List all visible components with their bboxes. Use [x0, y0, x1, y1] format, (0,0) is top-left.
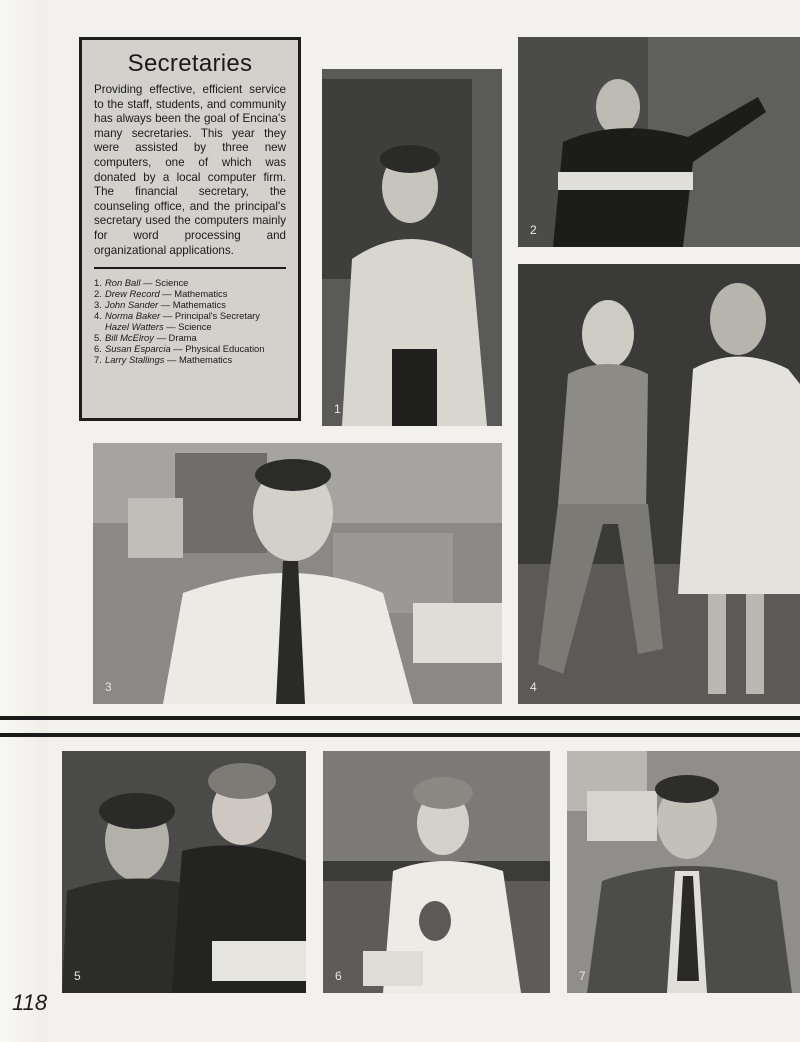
photo-number: 6 — [335, 969, 342, 983]
photo-1-image — [322, 69, 502, 426]
photo-number: 5 — [74, 969, 81, 983]
caption-item: Hazel Watters — Science — [105, 321, 212, 333]
photo-6 — [323, 751, 550, 993]
photo-number: 1 — [334, 402, 341, 416]
photo-2 — [518, 37, 800, 247]
photo-number: 2 — [530, 223, 537, 237]
secretaries-infobox — [79, 37, 301, 421]
caption-divider — [94, 267, 286, 269]
photo-4-image — [518, 264, 800, 704]
photo-number: 4 — [530, 680, 537, 694]
photo-6-image — [323, 751, 550, 993]
caption-list — [94, 277, 286, 365]
photo-5-image — [62, 751, 306, 993]
photo-1 — [322, 69, 502, 426]
caption-item: 1. Ron Ball — Science — [94, 277, 189, 289]
photo-3 — [93, 443, 502, 704]
photo-number: 3 — [105, 680, 112, 694]
caption-item: 5. Bill McElroy — Drama — [94, 332, 197, 344]
caption-item: 7. Larry Stallings — Mathematics — [94, 354, 233, 366]
photo-3-image — [93, 443, 502, 704]
section-rule-bottom — [0, 733, 800, 737]
photo-7-image — [567, 751, 800, 993]
photo-7 — [567, 751, 800, 993]
caption-item: 2. Drew Record — Mathematics — [94, 288, 228, 300]
page-number: 118 — [12, 990, 48, 1015]
section-rule-top — [0, 716, 800, 720]
photo-4 — [518, 264, 800, 704]
section-body: Providing effective, efficient service to the staff, students, and community has always been the goal of Encina's many secretaries. This year they were assisted by three new computers, one of which was donated by a local computer firm. The financial secretary, the counseling office, and the principal's secretary used the computers mainly for word processing and organizational applications. — [94, 83, 286, 257]
photo-number: 7 — [579, 969, 586, 983]
photo-5 — [62, 751, 306, 993]
photo-2-image — [518, 37, 800, 247]
caption-item: 6. Susan Esparcia — Physical Education — [94, 343, 265, 355]
section-title: Secretaries — [127, 50, 253, 77]
caption-item: 3. John Sander — Mathematics — [94, 299, 226, 311]
caption-item: 4. Norma Baker — Principal's Secretary — [94, 310, 260, 322]
page-gutter — [0, 0, 48, 1042]
